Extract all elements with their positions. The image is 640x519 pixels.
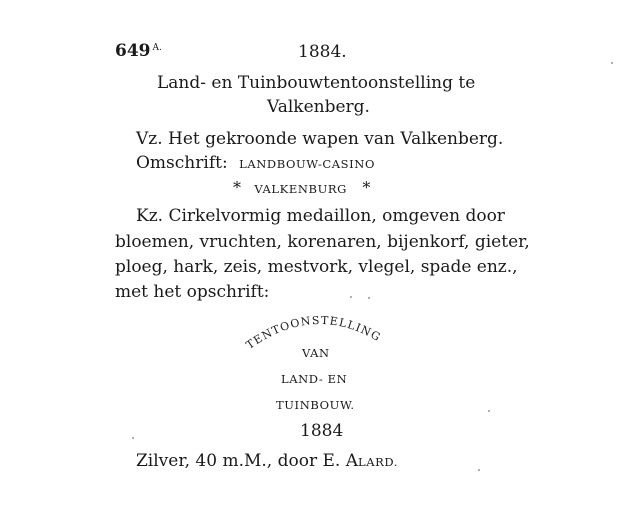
material-size-text: Zilver, 40 m.M., door E. [136,451,341,471]
scan-speck [488,410,490,412]
scan-speck [478,469,480,471]
star-right: * [362,178,371,197]
author-initial: A [345,451,358,471]
inscription-line1: VAN [302,346,330,360]
entry-title-line1: Land- en Tuinbouwtentoonstelling te [157,73,476,93]
entry-year: 1884. [298,42,347,62]
scan-speck [132,437,134,439]
obverse-legend [136,155,375,172]
reverse-line2: bloemen, vruchten, korenaren, bijenkorf, gieter, [115,232,530,252]
scan-speck [350,296,352,298]
scan-speck [368,297,370,299]
obverse-legend-second-line [233,180,370,197]
author-name [346,451,398,471]
scan-speck [611,62,613,64]
entry-number-suffix: A. [152,43,162,53]
obverse-description: Vz. Het gekroonde wapen van Valkenberg. [136,129,504,149]
author-rest: LARD. [357,455,399,469]
inscription-year: 1884 [300,421,344,441]
inscription-line2: LAND- EN [281,372,348,386]
inscription-line3: TUINBOUW. [276,398,355,412]
reverse-line3: ploeg, hark, zeis, mestvork, vlegel, spade enz., [115,257,518,277]
material-and-author [136,453,398,470]
obverse-legend-label: Omschrift: [136,153,228,173]
obverse-legend-line2: VALKENBURG [254,182,347,196]
entry-number: 649 [115,41,151,61]
inscription-arc-text: TENTOONSTELLING [243,313,384,352]
reverse-line1: Kz. Cirkelvormig medaillon, omgeven door [136,206,505,226]
reverse-line4: met het opschrift: [115,282,270,302]
entry-header [115,43,162,60]
star-left: * [233,178,241,197]
obverse-legend-line1: LANDBOUW-CASINO [239,157,375,171]
entry-title-line2: Valkenberg. [267,97,370,117]
